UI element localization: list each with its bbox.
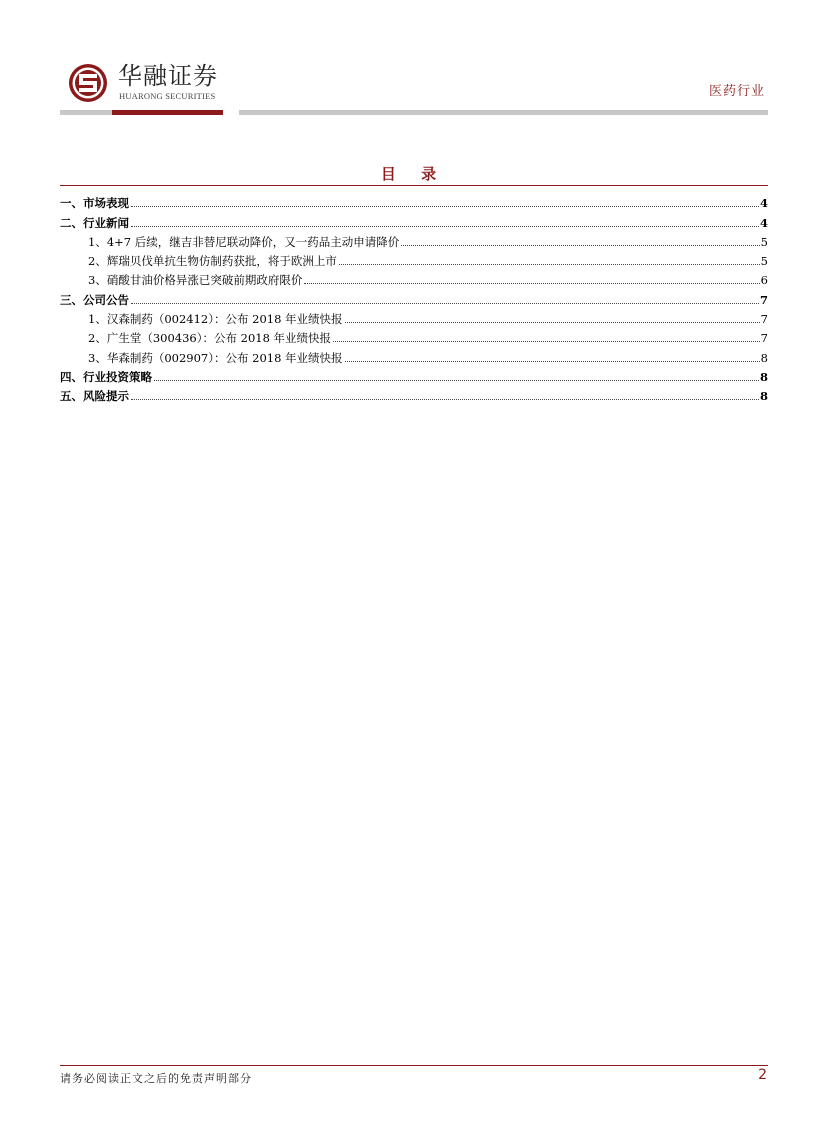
toc-entry-page: 7	[760, 312, 768, 327]
toc-entry-page: 8	[760, 350, 768, 365]
toc-entry-text: 五、风险提示	[60, 389, 129, 404]
toc-entry-page: 6	[760, 273, 768, 288]
header-bar-red	[112, 110, 223, 115]
toc-entry-page: 8	[759, 369, 768, 384]
toc-leader-dots	[304, 283, 759, 284]
toc-entry-page: 8	[759, 389, 768, 404]
toc-entry[interactable]	[60, 307, 768, 326]
toc-entry-text: 二、行业新闻	[60, 215, 129, 230]
toc-entry[interactable]	[60, 191, 768, 210]
table-of-contents	[60, 191, 768, 403]
toc-entry[interactable]	[60, 268, 768, 287]
toc-entry-text: 1、汉森制药（002412）：公布 2018 年业绩快报	[88, 312, 343, 327]
toc-leader-dots	[131, 206, 759, 207]
toc-entry-page: 5	[760, 234, 768, 249]
toc-title: 目 录	[380, 165, 447, 183]
toc-leader-dots	[345, 322, 760, 323]
brand-name-cn: 华融证券	[118, 62, 218, 90]
toc-entry-text: 3、硝酸甘油价格异涨已突破前期政府限价	[88, 273, 303, 288]
toc-leader-dots	[333, 341, 760, 342]
toc-entry-text: 2、广生堂（300436）：公布 2018 年业绩快报	[88, 331, 332, 346]
toc-title-rule	[60, 185, 768, 186]
toc-leader-dots	[154, 380, 759, 381]
toc-entry[interactable]	[60, 384, 768, 403]
header-bar-gray-left	[60, 110, 112, 115]
toc-entry-text: 一、市场表现	[60, 196, 129, 211]
toc-entry[interactable]	[60, 345, 768, 364]
toc-entry[interactable]	[60, 210, 768, 229]
toc-entry-page: 7	[760, 331, 768, 346]
brand-name-en: HUARONG SECURITIES	[119, 91, 216, 101]
toc-entry-text: 三、公司公告	[60, 292, 129, 307]
toc-entry-page: 4	[759, 196, 768, 211]
toc-leader-dots	[345, 361, 760, 362]
toc-leader-dots	[401, 245, 759, 246]
toc-entry-page: 7	[759, 292, 768, 307]
toc-entry-text: 四、行业投资策略	[60, 369, 152, 384]
huarong-logo-icon	[68, 63, 108, 103]
toc-entry-text: 1、4+7 后续，继吉非替尼联动降价，又一药品主动申请降价	[88, 234, 400, 249]
toc-entry[interactable]	[60, 230, 768, 249]
toc-leader-dots	[131, 303, 759, 304]
toc-leader-dots	[339, 264, 760, 265]
toc-entry-text: 2、辉瑞贝伐单抗生物仿制药获批，将于欧洲上市	[88, 254, 337, 269]
toc-entry[interactable]	[60, 249, 768, 268]
page-number: 2	[758, 1067, 767, 1083]
toc-entry-text: 3、华森制药（002907）：公布 2018 年业绩快报	[88, 350, 343, 365]
toc-leader-dots	[131, 226, 759, 227]
footer-rule	[60, 1065, 768, 1066]
sector-label: 医药行业	[708, 84, 765, 99]
toc-entry[interactable]	[60, 326, 768, 345]
toc-entry[interactable]	[60, 365, 768, 384]
footer-disclaimer: 请务必阅读正文之后的免责声明部分	[60, 1072, 252, 1085]
toc-entry-page: 5	[760, 254, 768, 269]
toc-entry[interactable]	[60, 287, 768, 306]
header-bar-gray-right	[239, 110, 768, 115]
toc-entry-page: 4	[759, 215, 768, 230]
toc-leader-dots	[131, 399, 759, 400]
